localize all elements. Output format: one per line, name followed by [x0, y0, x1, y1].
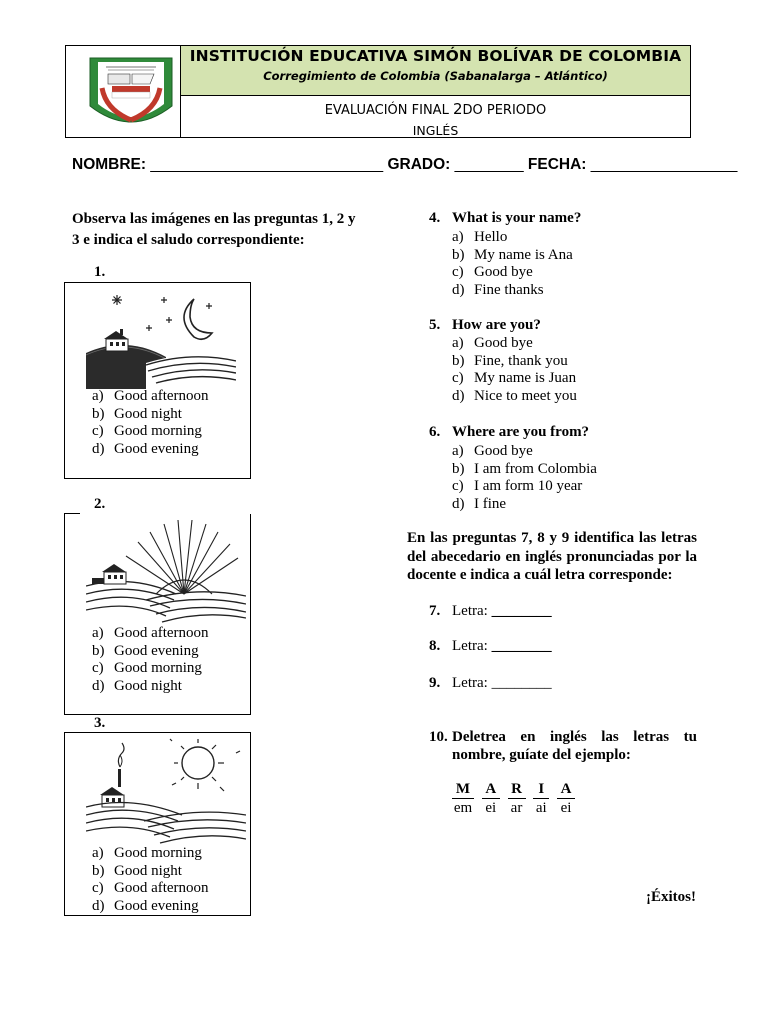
name-blank[interactable]: ___________________________ [150, 156, 384, 173]
question-2-option-a[interactable]: a) Good afternoon [92, 625, 209, 641]
example-letter: M [452, 781, 474, 799]
document-header [65, 45, 691, 138]
question-6-options [452, 443, 597, 513]
question-1-option-d[interactable]: d) Good evening [92, 440, 199, 457]
question-9-row [429, 675, 552, 692]
question-5-option-b[interactable]: b) Fine, thank you [452, 352, 568, 369]
date-blank[interactable]: _________________ [590, 156, 738, 173]
question-2-option-b[interactable]: b) Good evening [92, 642, 199, 659]
question-8-blank[interactable]: ________ [491, 638, 552, 654]
question-8-row [429, 638, 552, 655]
question-2-option-c[interactable]: c) Good morning [92, 660, 202, 677]
question-1-option-c[interactable]: c) Good morning [92, 423, 202, 440]
question-3-option-b[interactable]: b) Good night [92, 862, 182, 879]
alphabet-instruction: En las preguntas 7, 8 y 9 identifica las letras del abecedario en inglés pronunciadas por la docente e indica a cuál letra corresponde: [407, 530, 697, 584]
question-8-label: Letra: [452, 638, 488, 654]
question-4-title: What is your name? [452, 210, 582, 226]
grade-label: GRADO: [387, 156, 451, 173]
question-6-option-a[interactable]: a) Good bye [452, 443, 533, 459]
example-sound: em [453, 800, 473, 816]
afternoon-sun-landscape-icon [86, 737, 246, 845]
question-3-option-a[interactable]: a) Good morning [92, 845, 202, 861]
spelling-example-sounds [452, 800, 575, 817]
question-5-number: 5. [429, 317, 441, 333]
closing-message: ¡Éxitos! [646, 889, 696, 905]
example-sound: ei [485, 800, 497, 816]
question-7-blank[interactable]: ________ [491, 603, 552, 619]
question-1-options [92, 388, 209, 458]
question-3-box [64, 732, 251, 916]
exam-title-prefix: EVALUACIÓN FINAL [324, 103, 453, 118]
question-2-options [92, 625, 209, 695]
question-6-number: 6. [429, 424, 441, 440]
question-2-number: 2. [94, 496, 106, 512]
question-6-option-c[interactable]: c) I am form 10 year [452, 478, 583, 495]
exam-title-number: 2 [452, 100, 463, 118]
question-3-option-d[interactable]: d) Good evening [92, 897, 199, 914]
school-location: Corregimiento de Colombia (Sabanalarga – Atlántico) [263, 69, 608, 83]
example-letter: A [557, 781, 575, 799]
question-2-box [64, 514, 251, 715]
school-name: INSTITUCIÓN EDUCATIVA SIMÓN BOLÍVAR DE COLOMBIA [189, 47, 682, 65]
exam-title [181, 100, 690, 118]
question-3-options [92, 845, 209, 915]
example-sound: ei [560, 800, 572, 816]
school-logo-cell [66, 46, 181, 137]
question-6-title: Where are you from? [452, 424, 590, 440]
example-letter: A [482, 781, 500, 799]
question-3-option-c[interactable]: c) Good afternoon [92, 880, 209, 897]
sunrise-landscape-icon [86, 514, 246, 624]
question-4-options [452, 229, 573, 299]
question-4-number: 4. [429, 210, 441, 226]
name-label: NOMBRE: [72, 156, 147, 173]
question-6-option-d[interactable]: d) I fine [452, 495, 507, 512]
exam-band [181, 96, 690, 137]
question-5-option-a[interactable]: a) Good bye [452, 335, 533, 351]
grade-blank[interactable]: ________ [454, 156, 524, 173]
question-1-option-b[interactable]: b) Good night [92, 405, 182, 422]
example-letter: I [533, 781, 549, 799]
question-5-option-c[interactable]: c) My name is Juan [452, 370, 577, 387]
night-landscape-icon [86, 283, 236, 389]
example-sound: ai [535, 800, 547, 816]
images-instruction: Observa las imágenes en las preguntas 1, 2 y 3 e indica el saludo correspondiente: [72, 211, 356, 248]
exam-subject: INGLÉS [412, 123, 459, 138]
question-9-blank[interactable]: ________ [491, 675, 552, 691]
question-4-option-a[interactable]: a) Hello [452, 229, 508, 245]
question-10-number: 10. [429, 729, 448, 745]
date-label: FECHA: [527, 156, 587, 173]
question-7-row [429, 603, 552, 620]
question-6-option-b[interactable]: b) I am from Colombia [452, 460, 597, 477]
question-3-number: 3. [94, 715, 106, 731]
school-band [181, 46, 690, 96]
question-1-box [64, 282, 251, 479]
school-shield-logo-icon [66, 46, 181, 137]
example-sound: ar [510, 800, 523, 816]
question-5-option-d[interactable]: d) Nice to meet you [452, 387, 577, 404]
question-1-option-a[interactable]: a) Good afternoon [92, 388, 209, 404]
question-1-number: 1. [94, 264, 106, 280]
question-4-option-d[interactable]: d) Fine thanks [452, 281, 544, 298]
example-letter: R [508, 781, 526, 799]
question-5-title: How are you? [452, 317, 541, 333]
question-8-number: 8. [429, 638, 441, 654]
question-2-option-d[interactable]: d) Good night [92, 677, 182, 694]
question-9-number: 9. [429, 675, 441, 691]
exam-title-suffix: DO PERIODO [462, 103, 547, 118]
question-5-options [452, 335, 577, 405]
spelling-example-letters [452, 781, 575, 799]
question-4-option-b[interactable]: b) My name is Ana [452, 246, 573, 263]
question-7-label: Letra: [452, 603, 488, 619]
question-10-text: Deletrea en inglés las letras tu nombre, guíate del ejemplo: [452, 729, 697, 763]
question-7-number: 7. [429, 603, 441, 619]
student-info-line [72, 156, 737, 174]
question-4-option-c[interactable]: c) Good bye [452, 264, 533, 281]
question-9-label: Letra: [452, 675, 488, 691]
